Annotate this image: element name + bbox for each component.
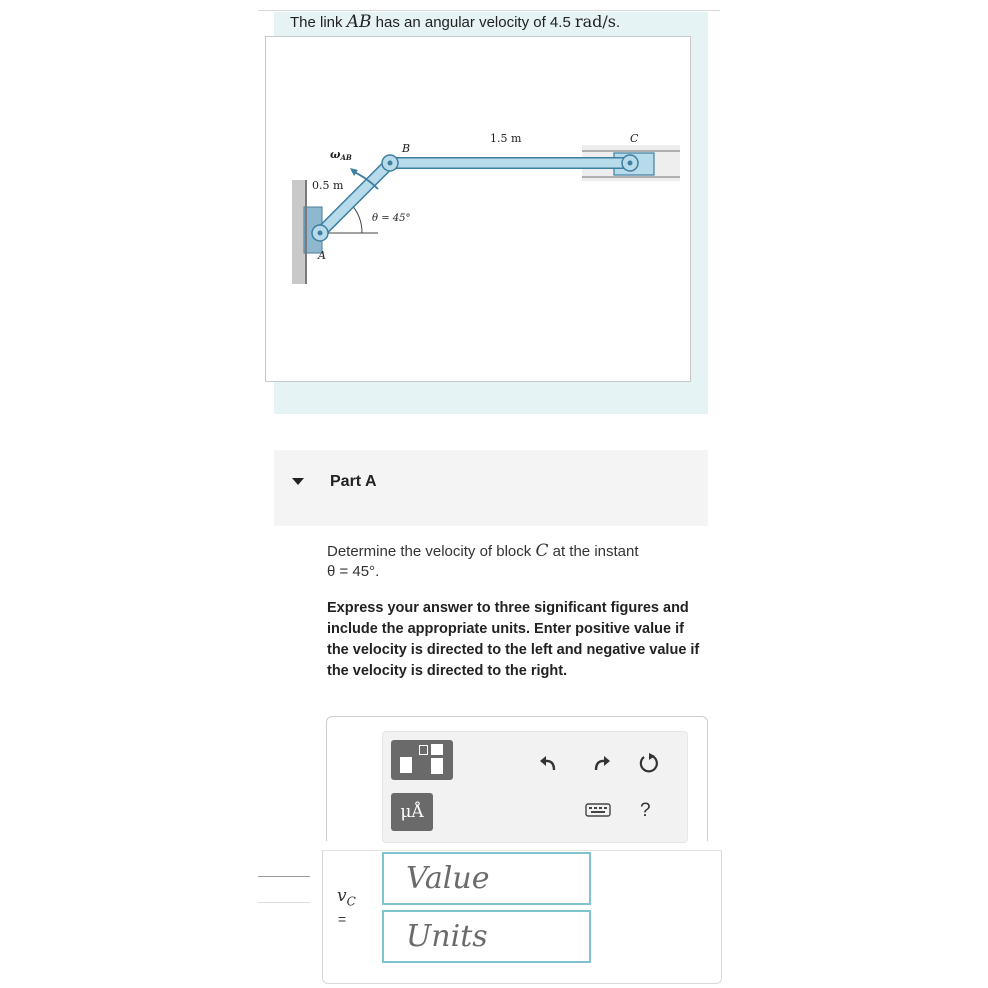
angular-velocity-unit: rad/s (574, 12, 616, 31)
theta-label: θ = 45° (372, 213, 411, 224)
redo-icon[interactable] (589, 750, 613, 774)
answer-variable: $v_C$ (337, 886, 356, 909)
bc-length-label: 1.5 m (490, 132, 522, 145)
collapse-caret-icon[interactable] (292, 478, 304, 485)
templates-icon[interactable] (391, 740, 453, 780)
mechanism-figure (265, 36, 691, 382)
left-divider-light (258, 902, 310, 903)
block-variable: C (535, 541, 549, 561)
keyboard-icon[interactable] (585, 801, 611, 819)
help-icon[interactable]: ? (640, 800, 651, 821)
reset-icon[interactable] (637, 751, 661, 775)
undo-icon[interactable] (537, 750, 561, 774)
omega-label: ωAB (330, 148, 352, 162)
label-c: C (630, 132, 639, 145)
top-divider (258, 10, 720, 11)
label-b: B (402, 142, 411, 155)
part-title: Part A (330, 473, 377, 490)
link-variable: AB (346, 12, 372, 32)
left-divider-dark (258, 876, 310, 877)
instructions: Express your answer to three significant figures and include the appropriate units. Enter positive value if the velocity is directed to the left and negative value if the velocity is directed to the right. (327, 600, 700, 679)
label-a: A (318, 249, 326, 262)
value-input[interactable]: Value (382, 852, 591, 905)
theta-condition: θ = 45° (327, 563, 376, 580)
problem-statement: The link AB has an angular velocity of 4.5 rad/s. (290, 12, 621, 32)
units-input[interactable]: Units (382, 910, 591, 963)
equals-sign: = (338, 911, 347, 927)
ab-length-label: 0.5 m (312, 179, 344, 192)
question-text: Determine the velocity of block C at the instant θ = 45°. (327, 541, 639, 580)
units-icon[interactable]: μÅ (391, 793, 433, 831)
mechanism-diagram (266, 37, 690, 381)
